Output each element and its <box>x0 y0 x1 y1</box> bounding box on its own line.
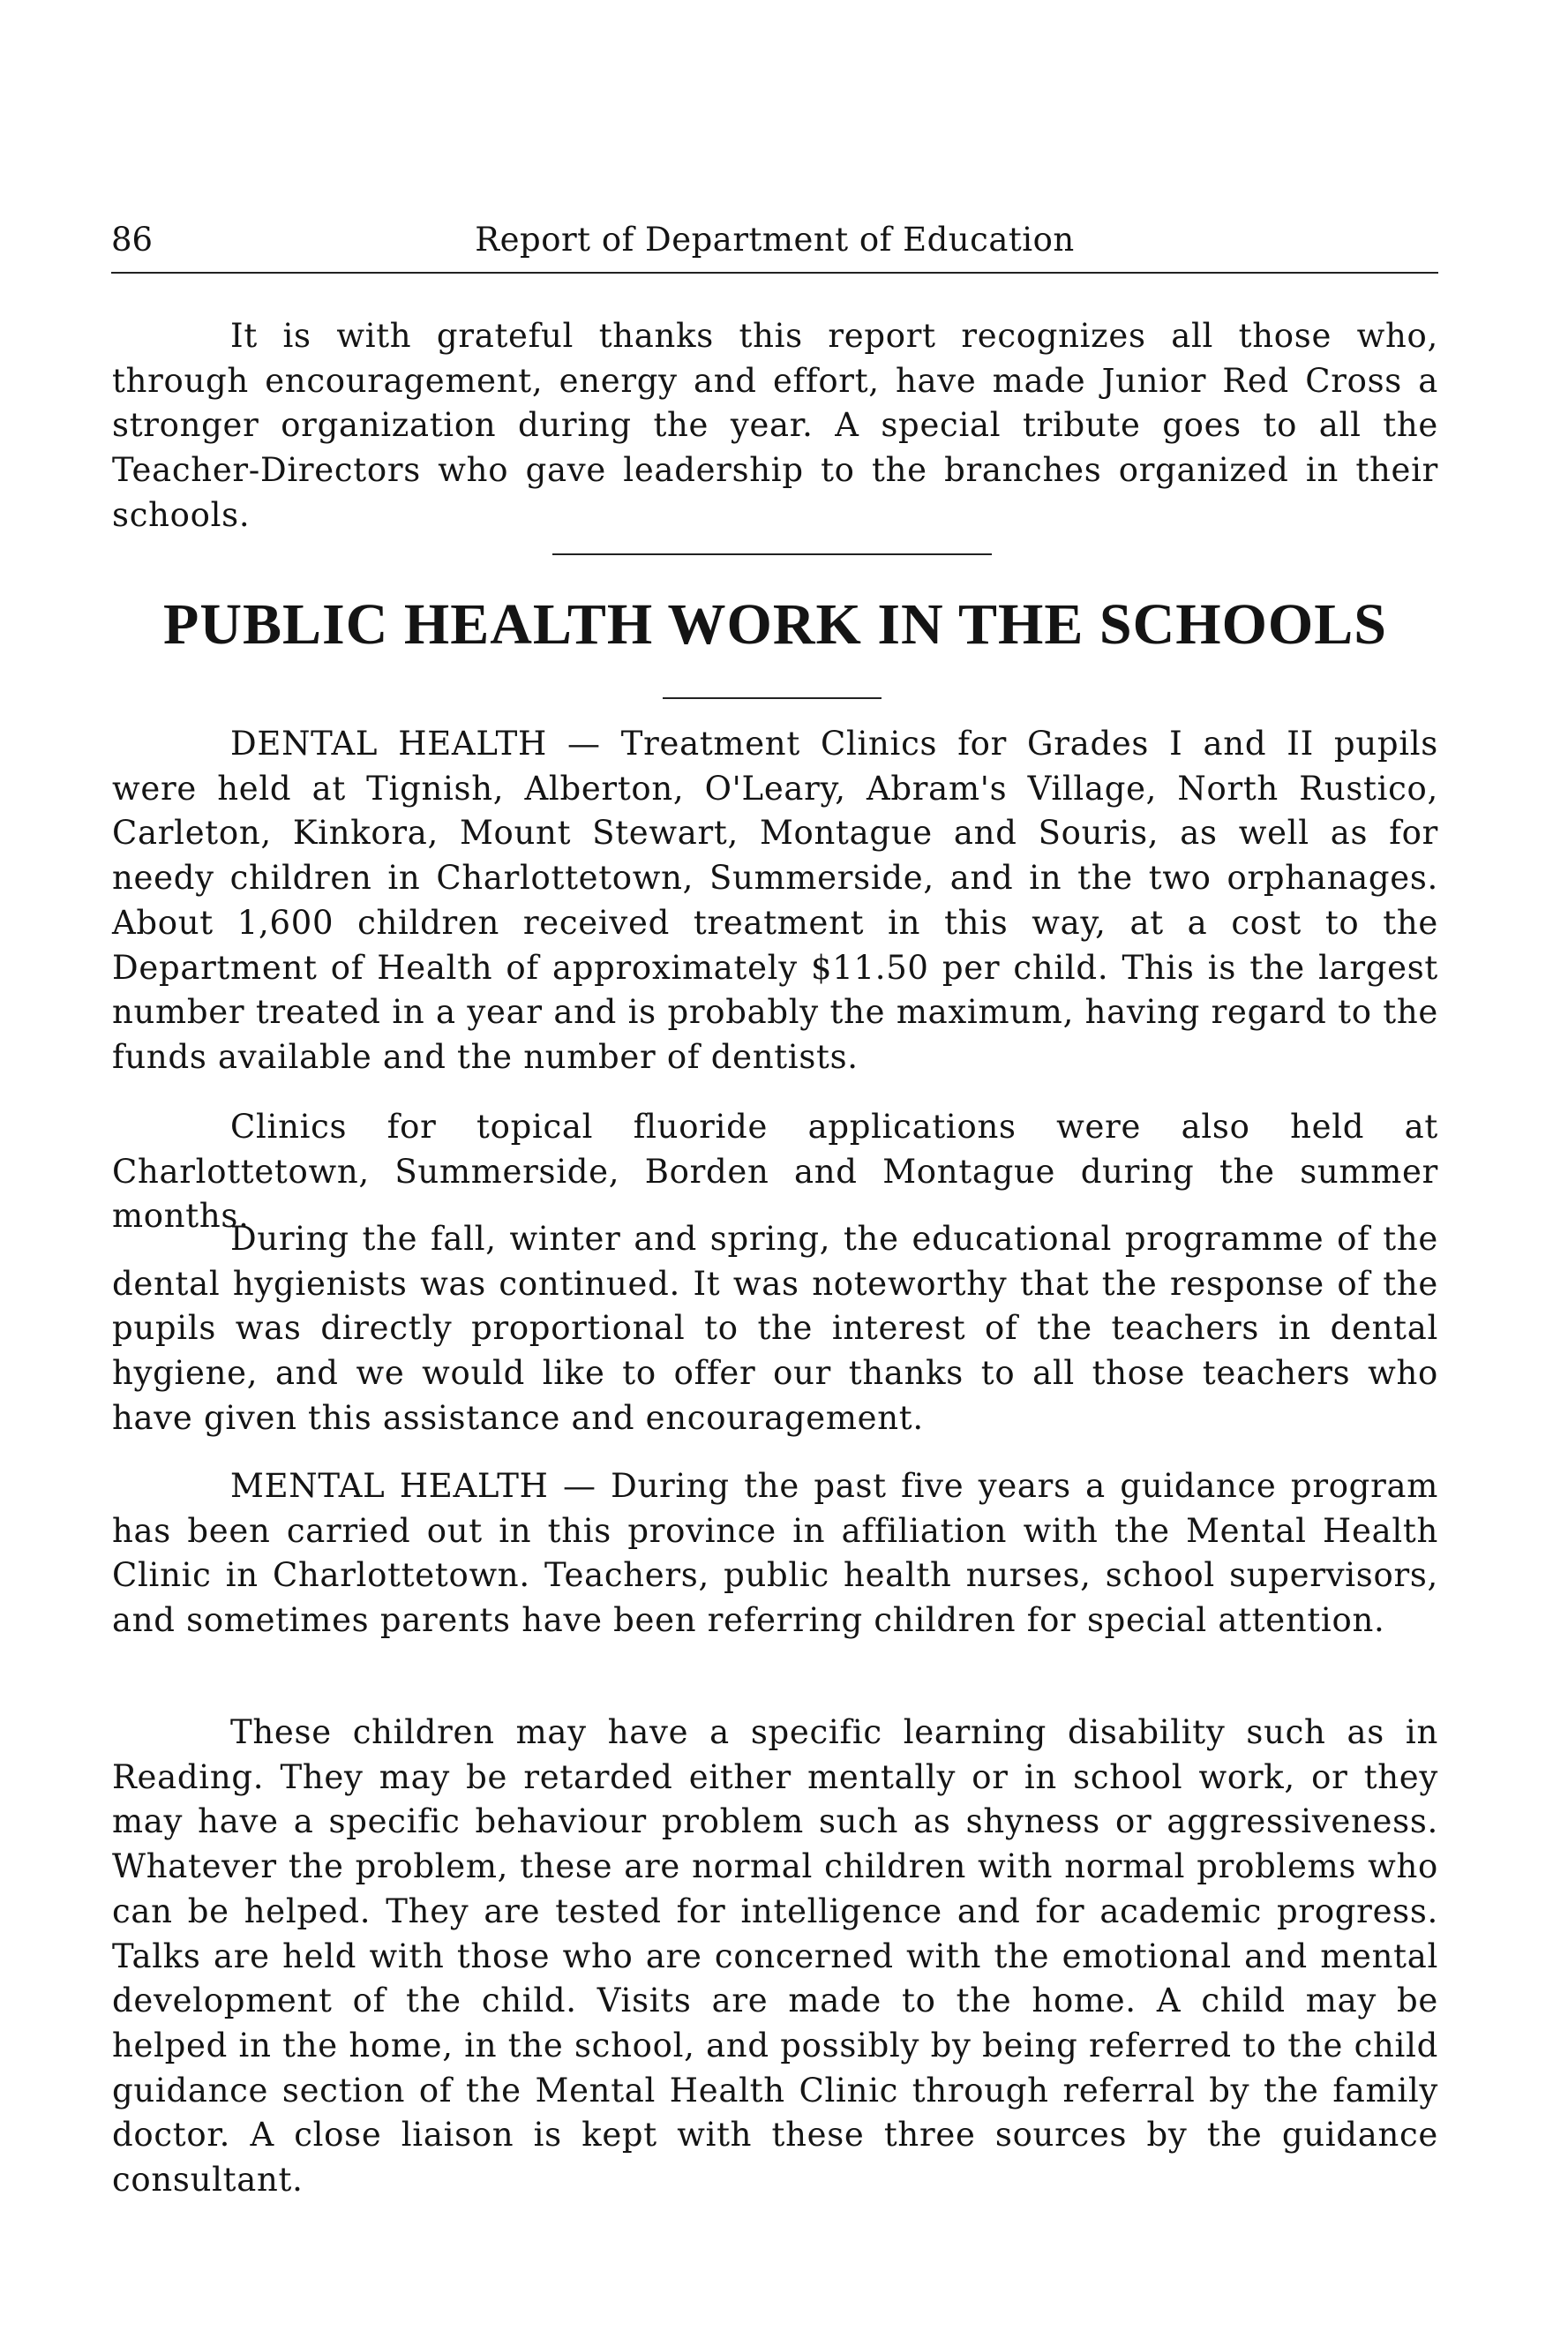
paragraph-mental-health: MENTAL HEALTH — During the past five years a guidance program has been carried out in this province in affiliation with the Mental Health Clinic in Charlottetown. Teachers, public health nurses, school supervisors, and sometimes parents have been referring children for special attention. <box>112 1467 1438 1640</box>
section-divider-lower <box>663 697 882 699</box>
paragraph-dental-hygienists: During the fall, winter and spring, the educational programme of the dental hygienists was continued. It was noteworthy that the response of the pupils was directly proportional to the interest of the teachers in dental hygiene, and we would like to offer our thanks to all those teachers who have given this assistance and encouragement. <box>112 1220 1438 1437</box>
paragraph-guidance-program: These children may have a specific learning disability such as in Reading. They may be retarded either mentally or in school work, or they may have a specific behaviour problem such as shyness or aggressiveness. Whatever the problem, these are normal children with normal problems who can be helped. They are tested for intelligence and for academic progress. Talks are held with those who are concerned with the emotional and mental development of the child. Visits are made to the home. A child may be helped in the home, in the school, and possibly by being referred to the child guidance section of the Mental Health Clinic through referral by the family doctor. A close liaison is kept with these three sources by the guidance consultant. <box>112 1713 1438 2200</box>
paragraph-junior-red-cross: It is with grateful thanks this report recognizes all those who, through encouragement, energy and effort, have made Junior Red Cross a stronger organization during the year. A special tribute goes to all the Teacher-Directors who gave leadership to the branches organized in their schools. <box>112 317 1438 534</box>
section-divider-upper <box>552 553 992 555</box>
section-title: PUBLIC HEALTH WORK IN THE SCHOOLS <box>163 592 1387 657</box>
paragraph-fluoride-clinics: Clinics for topical fluoride applications were also held at Charlottetown, Summerside, Borden and Montague during the summer months. <box>112 1108 1438 1236</box>
page-number: 86 <box>111 221 154 259</box>
header-rule <box>111 272 1438 274</box>
running-header-title: Report of Department of Education <box>475 221 1075 259</box>
running-header <box>111 215 1438 265</box>
paragraph-dental-health: DENTAL HEALTH — Treatment Clinics for Grades I and II pupils were held at Tignish, Alberton, O'Leary, Abram's Village, North Rustico, Carleton, Kinkora, Mount Stewart, Montague and Souris, as well as for needy children in Charlottetown, Summerside, and in the two orphanages. About 1,600 children received treatment in this way, at a cost to the Department of Health of approximately $11.50 per child. This is the largest number treated in a year and is probably the maximum, having regard to the funds available and the number of dentists. <box>112 725 1438 1076</box>
